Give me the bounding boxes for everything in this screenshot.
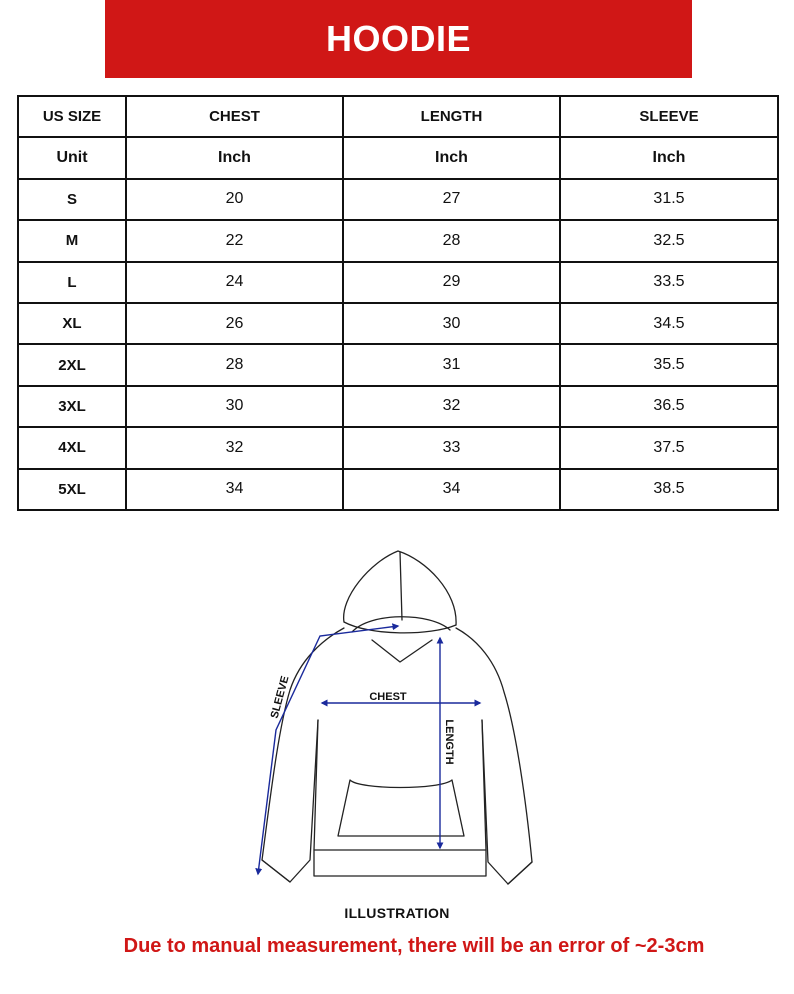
table-row xyxy=(18,386,778,427)
chest-cell: 30 xyxy=(126,386,343,427)
length-cell: 33 xyxy=(343,427,560,468)
sleeve-cell: 38.5 xyxy=(560,469,778,510)
length-cell: 29 xyxy=(343,262,560,303)
chest-cell: 26 xyxy=(126,303,343,344)
chest-label: CHEST xyxy=(369,691,407,703)
body-left xyxy=(262,628,344,882)
sleeve-cell: 36.5 xyxy=(560,386,778,427)
length-cell: 30 xyxy=(343,303,560,344)
header-row xyxy=(18,96,778,137)
size-cell: 3XL xyxy=(18,386,126,427)
cuff-left xyxy=(262,860,290,882)
table-row xyxy=(18,262,778,303)
cuff-right xyxy=(508,862,532,884)
waistband xyxy=(314,850,486,876)
table-row xyxy=(18,303,778,344)
chest-cell: 28 xyxy=(126,344,343,385)
sleeve-cell: 31.5 xyxy=(560,179,778,220)
chest-cell: 32 xyxy=(126,427,343,468)
length-cell: 28 xyxy=(343,220,560,261)
size-cell: 2XL xyxy=(18,344,126,385)
chest-cell: 34 xyxy=(126,469,343,510)
unit-length: Inch xyxy=(343,137,560,178)
size-cell: L xyxy=(18,262,126,303)
illustration-caption: ILLUSTRATION xyxy=(344,905,450,921)
length-cell: 34 xyxy=(343,469,560,510)
neck-v xyxy=(372,640,432,662)
page-title: HOODIE xyxy=(325,18,471,59)
size-cell: 5XL xyxy=(18,469,126,510)
length-cell: 32 xyxy=(343,386,560,427)
length-cell: 27 xyxy=(343,179,560,220)
size-chart-table xyxy=(17,95,779,511)
kangaroo-pocket xyxy=(338,780,464,836)
sleeve-arrow xyxy=(258,626,398,874)
size-cell: 4XL xyxy=(18,427,126,468)
sleeve-label: SLEEVE xyxy=(268,674,292,720)
title-banner xyxy=(105,0,692,78)
length-cell: 31 xyxy=(343,344,560,385)
hood-seam xyxy=(400,552,402,620)
unit-chest: Inch xyxy=(126,137,343,178)
size-cell: XL xyxy=(18,303,126,344)
table-row xyxy=(18,427,778,468)
header-length: LENGTH xyxy=(343,96,560,137)
measurement-disclaimer: Due to manual measurement, there will be an error of ~2-3cm xyxy=(123,935,705,957)
body-right xyxy=(456,628,532,884)
size-cell: S xyxy=(18,179,126,220)
table-row xyxy=(18,344,778,385)
header-sleeve: SLEEVE xyxy=(560,96,778,137)
hoodie-illustration xyxy=(240,545,560,895)
sleeve-cell: 32.5 xyxy=(560,220,778,261)
sleeve-cell: 37.5 xyxy=(560,427,778,468)
chest-cell: 20 xyxy=(126,179,343,220)
chest-cell: 22 xyxy=(126,220,343,261)
table-row xyxy=(18,179,778,220)
unit-row xyxy=(18,137,778,178)
chest-cell: 24 xyxy=(126,262,343,303)
length-label: LENGTH xyxy=(443,719,455,765)
table-row xyxy=(18,220,778,261)
header-us-size: US SIZE xyxy=(18,96,126,137)
size-cell: M xyxy=(18,220,126,261)
sleeve-cell: 34.5 xyxy=(560,303,778,344)
header-chest: CHEST xyxy=(126,96,343,137)
sleeve-cell: 35.5 xyxy=(560,344,778,385)
unit-label: Unit xyxy=(18,137,126,178)
body-side-right xyxy=(482,720,486,850)
unit-sleeve: Inch xyxy=(560,137,778,178)
table-row xyxy=(18,469,778,510)
sleeve-cell: 33.5 xyxy=(560,262,778,303)
